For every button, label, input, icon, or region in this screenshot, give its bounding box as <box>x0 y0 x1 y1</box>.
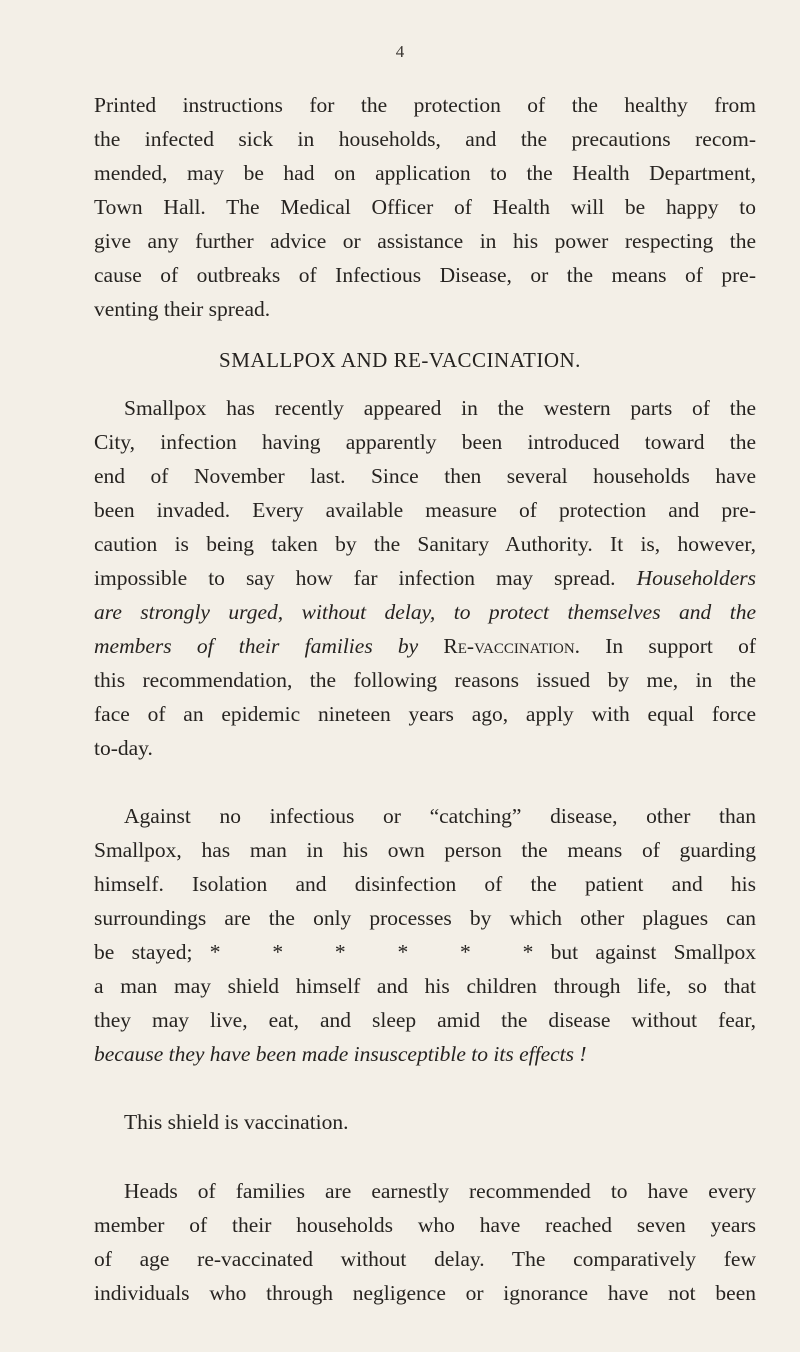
smallpox-paragraph <box>94 391 756 765</box>
smallpox-line-5: caution is being taken by the Sanitary Authority. It is, however, <box>94 532 756 556</box>
against-line-8-italic: because they have been made insusceptible to its effects ! <box>94 1042 587 1066</box>
page-number: 4 <box>395 42 405 61</box>
against-line-8 <box>94 1037 756 1071</box>
smallpox-line-6-italic: Householders <box>636 566 756 590</box>
smallpox-line-9: this recommendation, the following reasons issued by me, in the <box>94 668 756 692</box>
against-line-5 <box>94 935 756 969</box>
smallpox-line-2: City, infection having apparently been introduced toward the <box>94 430 756 454</box>
smallpox-line-7-italic: are strongly urged, without delay, to protect themselves and the <box>94 600 756 624</box>
shield-line: This shield is vaccination. <box>124 1110 349 1134</box>
smallpox-line-8 <box>94 629 756 663</box>
smallpox-line-6 <box>94 561 756 595</box>
heads-line-2: member of their households who have reached seven years <box>94 1213 756 1237</box>
smallpox-line-8-rest: In support of <box>605 634 757 658</box>
smallpox-line-11: to-day. <box>94 736 153 760</box>
heads-line-3: of age re-vaccinated without delay. The comparatively few <box>94 1247 756 1271</box>
against-line-3: himself. Isolation and disinfection of the patient and his <box>94 872 756 896</box>
heads-line-4: individuals who through negligence or ignorance have not been <box>94 1281 756 1305</box>
against-line-6: a man may shield himself and his children through life, so that <box>94 974 756 998</box>
against-line-7: they may live, eat, and sleep amid the disease without fear, <box>94 1008 756 1032</box>
intro-line-6: cause of outbreaks of Infectious Disease, or the means of pre- <box>94 263 756 287</box>
smallpox-line-6-text: impossible to say how far infection may spread. <box>94 566 616 590</box>
intro-line-3: mended, may be had on application to the Health Department, <box>94 161 756 185</box>
intro-line-7: venting their spread. <box>94 297 271 321</box>
intro-line-2: the infected sick in households, and the precautions recom- <box>94 127 756 151</box>
against-line-5-start: be stayed; <box>94 940 193 964</box>
heads-line-1: Heads of families are earnestly recommended to have every <box>124 1179 756 1203</box>
against-paragraph <box>94 799 756 1071</box>
section-heading: SMALLPOX AND RE-VACCINATION. <box>219 348 581 372</box>
smallpox-line-3: end of November last. Since then several households have <box>94 464 756 488</box>
smallpox-line-8-italic: members of their families by <box>94 634 419 658</box>
smallpox-line-8-smallcaps: Re-vaccination. <box>443 634 581 658</box>
heads-paragraph <box>94 1174 756 1310</box>
against-line-4: surroundings are the only processes by which other plagues can <box>94 906 756 930</box>
intro-line-4: Town Hall. The Medical Officer of Health will be happy to <box>94 195 756 219</box>
smallpox-line-10: face of an epidemic nineteen years ago, apply with equal force <box>94 702 756 726</box>
smallpox-line-4: been invaded. Every available measure of protection and pre- <box>94 498 756 522</box>
shield-paragraph <box>94 1105 756 1139</box>
against-line-2: Smallpox, has man in his own person the means of guarding <box>94 838 756 862</box>
asterisks: * * * * * * <box>209 940 534 964</box>
intro-line-5: give any further advice or assistance in his power respecting the <box>94 229 756 253</box>
smallpox-line-7 <box>94 595 756 629</box>
against-line-1: Against no infectious or “catching” disease, other than <box>124 804 756 828</box>
against-line-5-end: but against Smallpox <box>550 940 756 964</box>
intro-paragraph <box>94 88 756 326</box>
smallpox-line-1: Smallpox has recently appeared in the western parts of the <box>124 396 756 420</box>
intro-line-1: Printed instructions for the protection of the healthy from <box>94 93 756 117</box>
